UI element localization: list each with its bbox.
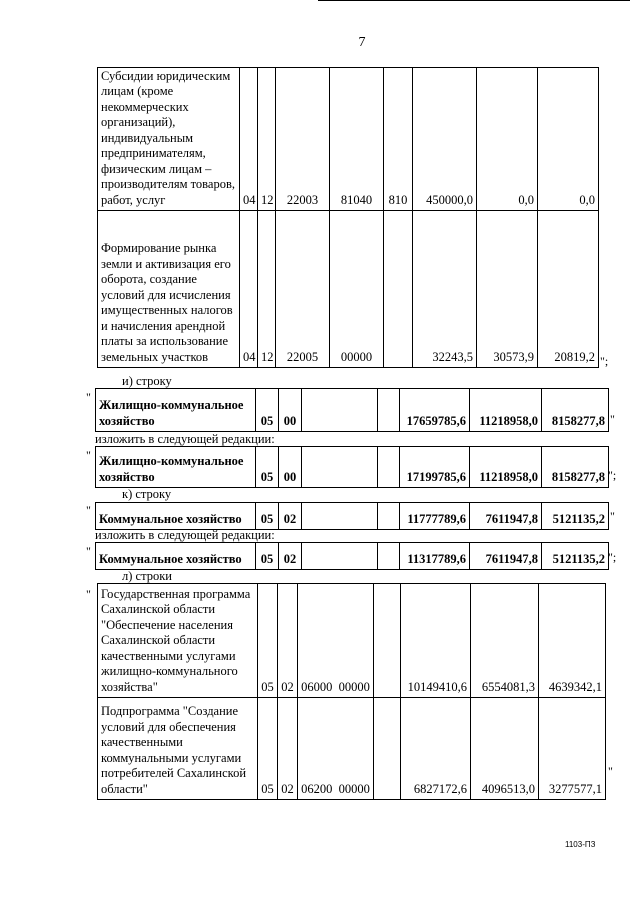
komm-old-table <box>95 502 609 530</box>
cell-pr: 02 <box>278 698 298 800</box>
zhkh-new-table <box>95 446 609 488</box>
cell-csr2: 81040 <box>330 68 384 211</box>
cell-v3: 4639342,1 <box>539 584 606 698</box>
opening-quote: " <box>86 544 91 558</box>
cell-v1: 11317789,6 <box>400 543 470 570</box>
cell-csr1: 22003 <box>276 68 330 211</box>
cell-v1: 11777789,6 <box>400 503 470 530</box>
cell-csr: 06000 00000 <box>298 584 374 698</box>
table-row <box>96 389 609 432</box>
cell-v1: 17199785,6 <box>400 447 470 488</box>
komm-new-table <box>95 542 609 570</box>
cell-v1: 6827172,6 <box>401 698 471 800</box>
closing-quote: "; <box>600 354 609 368</box>
row-name: Формирование рынка земли и активизация его оборота, создание условий для исчисления имущественных налогов и начисления арендной платы за использование земельных участков <box>98 211 240 368</box>
closing-quote: "; <box>608 550 617 564</box>
closing-quote: " <box>610 509 615 523</box>
opening-quote: " <box>86 448 91 462</box>
opening-quote: " <box>86 587 91 601</box>
cell-csr: 06200 00000 <box>298 698 374 800</box>
cell-csr <box>302 543 378 570</box>
closing-quote: " <box>608 764 613 778</box>
cell-v3: 8158277,8 <box>542 447 609 488</box>
table-row <box>98 211 599 368</box>
cell-csr <box>302 447 378 488</box>
cell-v2: 11218958,0 <box>470 447 542 488</box>
table-row <box>96 543 609 570</box>
table-row <box>96 503 609 530</box>
label-replace: изложить в следующей редакции: <box>95 528 275 542</box>
row-name: Жилищно-коммунальное хозяйство <box>96 389 256 432</box>
label-l: л) строки <box>122 569 172 583</box>
top-rule <box>318 0 630 1</box>
cell-v1: 450000,0 <box>413 68 477 211</box>
cell-pr: 12 <box>258 68 276 211</box>
cell-v2: 7611947,8 <box>470 543 542 570</box>
cell-rz: 05 <box>256 543 279 570</box>
row-name: Коммунальное хозяйство <box>96 503 256 530</box>
cell-vr <box>378 447 400 488</box>
cell-v3: 0,0 <box>538 68 599 211</box>
continuation-table <box>97 67 599 368</box>
cell-v1: 10149410,6 <box>401 584 471 698</box>
cell-csr1: 22005 <box>276 211 330 368</box>
cell-pr: 12 <box>258 211 276 368</box>
cell-rz: 05 <box>258 584 278 698</box>
closing-quote: "; <box>608 468 617 482</box>
label-k: к) строку <box>122 487 172 501</box>
cell-v2: 0,0 <box>477 68 538 211</box>
cell-vr <box>378 389 400 432</box>
cell-v2: 6554081,3 <box>471 584 539 698</box>
cell-pr: 00 <box>279 447 302 488</box>
zhkh-old-table <box>95 388 609 432</box>
cell-rz: 04 <box>240 211 258 368</box>
cell-v2: 4096513,0 <box>471 698 539 800</box>
cell-v1: 32243,5 <box>413 211 477 368</box>
row-name: Субсидии юридическим лицам (кроме некоммерческих организаций), индивидуальным предпринимателям, физическим лицам – производителям товаров, работ, услуг <box>98 68 240 211</box>
cell-csr <box>302 389 378 432</box>
section-l-table <box>97 583 606 800</box>
cell-vr <box>374 698 401 800</box>
cell-pr: 00 <box>279 389 302 432</box>
cell-vr <box>378 503 400 530</box>
cell-v3: 20819,2 <box>538 211 599 368</box>
cell-vr: 810 <box>384 68 413 211</box>
cell-v3: 8158277,8 <box>542 389 609 432</box>
cell-v3: 5121135,2 <box>542 543 609 570</box>
label-i: и) строку <box>122 374 172 388</box>
closing-quote: " <box>610 412 615 426</box>
cell-rz: 05 <box>256 389 279 432</box>
cell-rz: 05 <box>256 503 279 530</box>
cell-v3: 5121135,2 <box>542 503 609 530</box>
table-row <box>98 68 599 211</box>
table-row <box>98 698 606 800</box>
footer-code: 1103-ПЗ <box>565 840 596 849</box>
cell-vr <box>384 211 413 368</box>
row-name: Подпрограмма "Создание условий для обеспечения качественными коммунальными услугами потребителей Сахалинской области" <box>98 698 258 800</box>
cell-v3: 3277577,1 <box>539 698 606 800</box>
cell-rz: 05 <box>256 447 279 488</box>
page-number: 7 <box>358 35 366 50</box>
cell-csr <box>302 503 378 530</box>
label-replace: изложить в следующей редакции: <box>95 432 275 446</box>
row-name: Коммунальное хозяйство <box>96 543 256 570</box>
cell-v2: 7611947,8 <box>470 503 542 530</box>
opening-quote: " <box>86 390 91 404</box>
cell-v2: 11218958,0 <box>470 389 542 432</box>
cell-v2: 30573,9 <box>477 211 538 368</box>
opening-quote: " <box>86 503 91 517</box>
cell-pr: 02 <box>279 503 302 530</box>
cell-csr2: 00000 <box>330 211 384 368</box>
cell-vr <box>374 584 401 698</box>
cell-rz: 04 <box>240 68 258 211</box>
cell-v1: 17659785,6 <box>400 389 470 432</box>
table-row <box>98 584 606 698</box>
cell-rz: 05 <box>258 698 278 800</box>
cell-pr: 02 <box>278 584 298 698</box>
row-name: Государственная программа Сахалинской области "Обеспечение населения Сахалинской области качественными услугами жилищно-коммунального хозяйства" <box>98 584 258 698</box>
cell-vr <box>378 543 400 570</box>
cell-pr: 02 <box>279 543 302 570</box>
row-name: Жилищно-коммунальное хозяйство <box>96 447 256 488</box>
table-row <box>96 447 609 488</box>
